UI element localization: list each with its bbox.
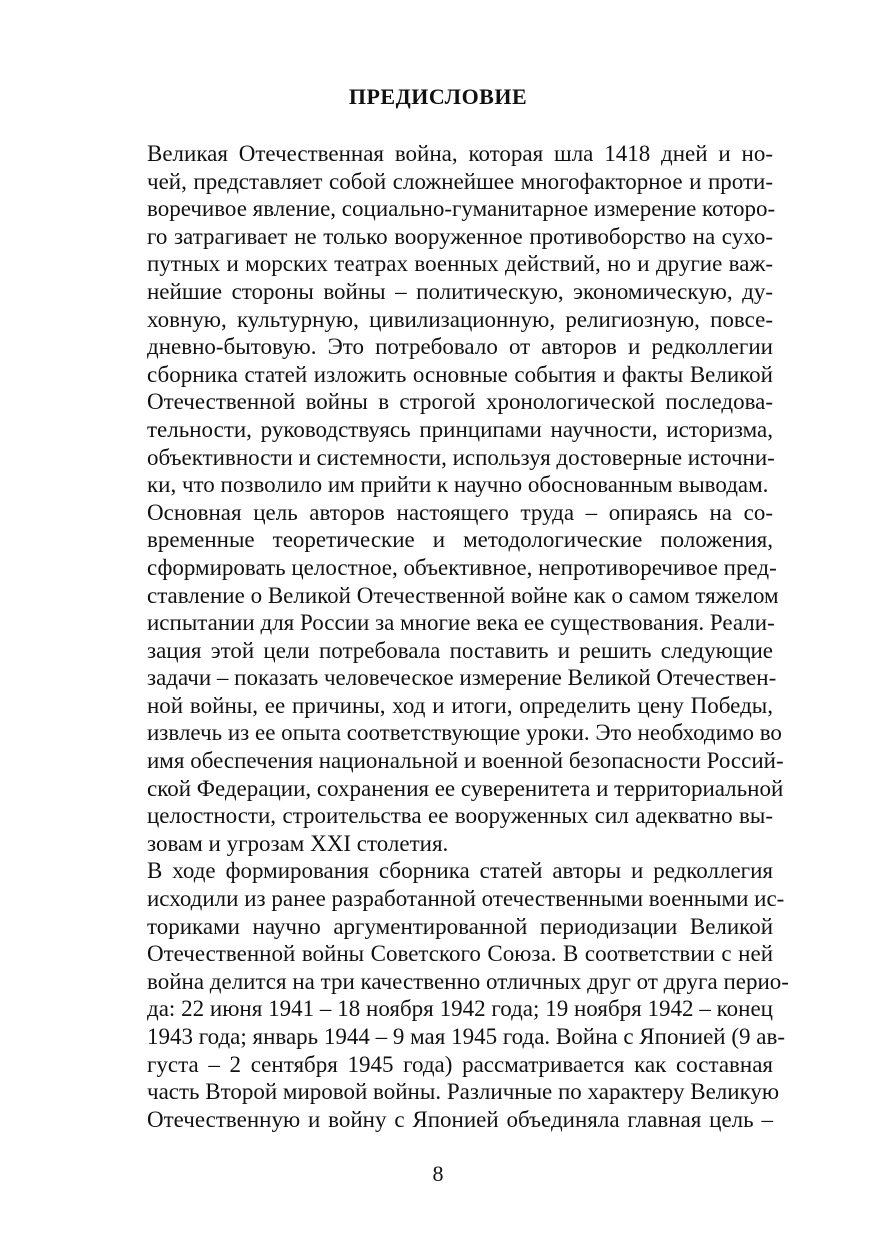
text-line: нейшие стороны войны – политическую, экономическую, ду- xyxy=(147,278,773,304)
text-line: испытании для России за многие века ее существования. Реали- xyxy=(147,610,775,636)
text-line: путных и морских театрах военных действий, но и другие важ- xyxy=(147,251,773,277)
body-text xyxy=(103,140,789,1133)
text-line: воречивое явление, социально-гуманитарное измерение которо- xyxy=(147,196,776,222)
text-line: Основная цель авторов настоящего труда – опираясь на со- xyxy=(147,499,773,525)
page-title: ПРЕДИСЛОВИЕ xyxy=(348,84,528,109)
text-line: дневно-бытовую. Это потребовало от авторов и редколлегии xyxy=(147,334,773,360)
page-number: 8 xyxy=(432,1161,444,1186)
text-line: Отечественной войны Советского Союза. В соответствии с ней xyxy=(147,941,773,967)
text-line: война делится на три качественно отличных друг от друга перио- xyxy=(147,968,789,994)
text-line: временные теоретические и методологические положения, xyxy=(147,527,773,553)
text-line: ки, что позволило им прийти к научно обоснованным выводам. xyxy=(147,472,769,498)
text-line: задачи – показать человеческое измерение Великой Отечествен- xyxy=(147,665,777,691)
text-line: да: 22 июня 1941 – 18 ноября 1942 года; 19 ноября 1942 – конец xyxy=(147,996,773,1022)
text-line: ской Федерации, сохранения ее суверенитета и территориальной xyxy=(147,775,784,801)
text-line: го затрагивает не только вооруженное противоборство на сухо- xyxy=(147,223,773,249)
text-line: В ходе формирования сборника статей авторы и редколлегия xyxy=(147,858,773,884)
text-line: чей, представляет собой сложнейшее многофакторное и проти- xyxy=(147,168,773,194)
text-line: извлечь из ее опыта соответствующие уроки. Это необходимо во xyxy=(147,720,782,746)
text-line: Великая Отечественная война, которая шла 1418 дней и но- xyxy=(147,141,773,166)
text-line: Отечественную и войну с Японией объединяла главная цель – xyxy=(147,1106,773,1132)
text-line: имя обеспечения национальной и военной безопасности Россий- xyxy=(147,748,784,774)
text-line: ной войны, ее причины, ход и итоги, определить цену Победы, xyxy=(147,692,773,718)
text-line: часть Второй мировой войны. Различные по характеру Великую xyxy=(147,1079,780,1105)
text-line: целостности, строительства ее вооруженных сил адекватно вы- xyxy=(147,803,773,829)
text-line: Отечественной войны в строгой хронологической последова- xyxy=(147,389,773,415)
text-line: ториками научно аргументированной периодизации Великой xyxy=(147,913,773,939)
text-line: тельности, руководствуясь принципами научности, историзма, xyxy=(147,416,773,442)
text-line: исходили из ранее разработанной отечественными военными ис- xyxy=(147,886,785,912)
paragraph-2 xyxy=(103,499,784,858)
text-line: сборника статей изложить основные события и факты Великой xyxy=(147,361,773,387)
text-line: зовам и угрозам XXI столетия. xyxy=(147,830,449,856)
text-line: ставление о Великой Отечественной войне как о самом тяжелом xyxy=(147,582,779,608)
text-line: ховную, культурную, цивилизационную, религиозную, повсе- xyxy=(147,306,773,332)
paragraph-3 xyxy=(103,857,789,1133)
paragraph-1 xyxy=(103,140,776,499)
text-line: густа – 2 сентября 1945 года) рассматривается как составная xyxy=(147,1051,773,1077)
text-line: зация этой цели потребовала поставить и решить следующие xyxy=(147,637,773,663)
text-line: сформировать целостное, объективное, непротиворечивое пред- xyxy=(147,554,777,580)
page-content xyxy=(103,82,789,1133)
text-line: 1943 года; январь 1944 – 9 мая 1945 года. Война с Японией (9 ав- xyxy=(147,1024,785,1049)
text-line: объективности и системности, используя достоверные источни- xyxy=(147,444,775,470)
